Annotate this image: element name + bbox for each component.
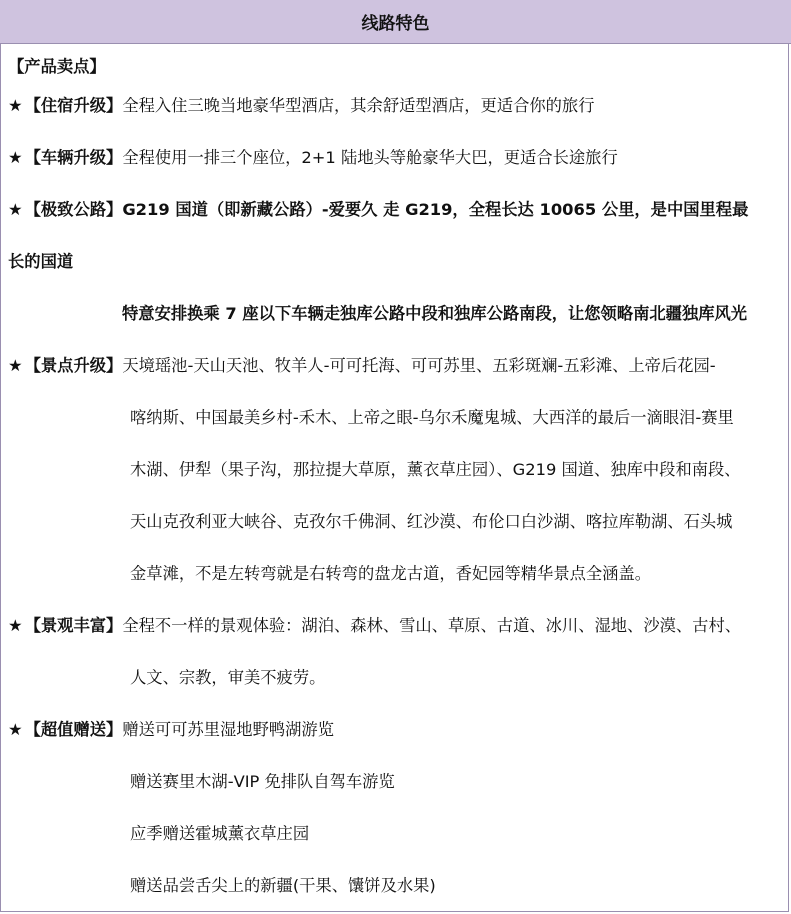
item-label: 【景点升级】	[24, 356, 123, 375]
item-sights-line: 木湖、伊犁（果子沟，那拉提大草原，薰衣草庄园）、G219 国道、独库中段和南段、	[130, 460, 741, 479]
item-gifts-line: 赠送品尝舌尖上的新疆(干果、馕饼及水果)	[130, 876, 436, 895]
item-sights-line: 天山克孜利亚大峡谷、克孜尔千佛洞、红沙漠、布伦口白沙湖、喀拉库勒湖、石头城	[130, 512, 733, 531]
item-gifts-line: 应季赠送霍城薰衣草庄园	[130, 824, 310, 843]
item-highway	[8, 197, 748, 223]
item-sights-line: 喀纳斯、中国最美乡村-禾木、上帝之眼-乌尔禾魔鬼城、大西洋的最后一滴眼泪-赛里	[130, 408, 734, 427]
item-label: 【景观丰富】	[24, 616, 123, 635]
item-text: G219 国道（即新藏公路）-爱要久 走 G219，全程长达 10065 公里，是中国里程最	[122, 200, 749, 219]
item-gifts	[8, 717, 334, 743]
item-text: 天境瑶池-天山天池、牧羊人-可可托海、可可苏里、五彩斑斓-五彩滩、上帝后花园-	[122, 356, 716, 375]
star-icon: ★	[8, 96, 23, 115]
star-icon: ★	[8, 200, 23, 219]
item-label: 【车辆升级】	[24, 148, 123, 167]
item-text: 全程入住三晚当地豪华型酒店，其余舒适型酒店，更适合你的旅行	[122, 96, 595, 115]
section-header	[0, 0, 791, 44]
star-icon: ★	[8, 616, 23, 635]
item-label: 【极致公路】	[24, 200, 123, 219]
item-label: 【超值赠送】	[24, 720, 123, 739]
item-text: 全程不一样的景观体验：湖泊、森林、雪山、草原、古道、冰川、湿地、沙漠、古村、	[122, 616, 742, 635]
item-vehicle	[8, 145, 618, 171]
item-scenery-line: 人文、宗教，审美不疲劳。	[130, 668, 326, 687]
selling-points-title: 【产品卖点】	[8, 57, 106, 76]
item-sights-line: 金草滩，不是左转弯就是右转弯的盘龙古道，香妃园等精华景点全涵盖。	[130, 564, 652, 583]
item-label: 【住宿升级】	[24, 96, 123, 115]
item-highway-continued: 长的国道	[8, 252, 74, 271]
star-icon: ★	[8, 720, 23, 739]
star-icon: ★	[8, 356, 23, 375]
item-gifts-line: 赠送赛里木湖-VIP 免排队自驾车游览	[130, 772, 395, 791]
header-title: 线路特色	[361, 14, 430, 34]
item-highway-note: 特意安排换乘 7 座以下车辆走独库公路中段和独库公路南段，让您领略南北疆独库风光	[122, 304, 748, 323]
item-sights	[8, 353, 716, 379]
star-icon: ★	[8, 148, 23, 167]
item-scenery	[8, 613, 741, 639]
item-text: 全程使用一排三个座位，2+1 陆地头等舱豪华大巴，更适合长途旅行	[122, 148, 618, 167]
item-text: 赠送可可苏里湿地野鸭湖游览	[122, 720, 334, 739]
item-accommodation	[8, 93, 594, 119]
